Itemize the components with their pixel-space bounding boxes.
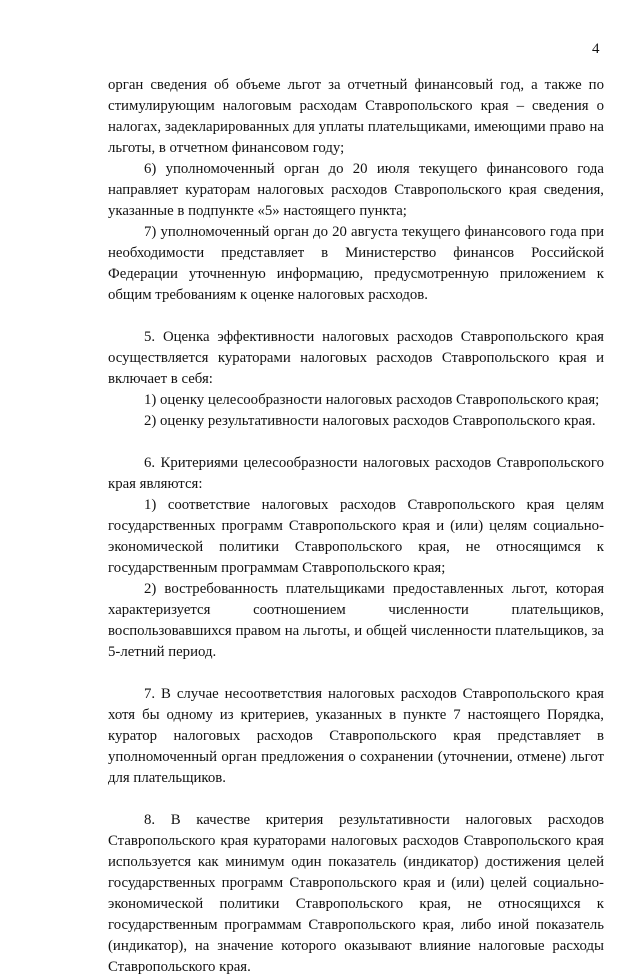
page-number: 4 [592,41,600,57]
section-5-item-1: 1) оценку целесообразности налоговых расходов Ставропольского края; [144,392,600,408]
section-6-intro: 6. Критериями целесообразности налоговых расходов Ставропольского края являются: [108,455,604,492]
section-7: 7. В случае несоответствия налоговых расходов Ставропольского края хотя бы одному из критериев, указанных в пункте 7 настоящего Порядка, куратор налоговых расходов Ставропольского края представляет в уполномоченный орган предложения о сохранении (уточнении, отмене) льгот для плательщиков. [108,686,604,786]
section-5-intro: 5. Оценка эффективности налоговых расходов Ставропольского края осуществляется кураторами налоговых расходов Ставропольского края и включает в себя: [108,329,604,387]
paragraph-item-7: 7) уполномоченный орган до 20 августа текущего финансового года при необходимости представляет в Министерство финансов Российской Федерации уточненную информацию, предусмотренную приложением к общим требованиям к оценке налоговых расходов. [108,224,604,303]
document-body [108,75,604,978]
section-6-item-1: 1) соответствие налоговых расходов Ставропольского края целям государственных программ Ставропольского края и (или) целям социально-экономической политики Ставропольского края, не относящимся к государственным программам Ставропольского края; [108,497,604,576]
spacer [108,432,604,453]
section-5-item-2: 2) оценку результативности налоговых расходов Ставропольского края. [144,413,596,429]
section-6-item-2: 2) востребованность плательщиками предоставленных льгот, которая характеризуется соотношением численности плательщиков, воспользовавшихся правом на льготы, и общей численности плательщиков, за 5-летний период. [108,581,604,660]
paragraph-item-6: 6) уполномоченный орган до 20 июля текущего финансового года направляет кураторам налоговых расходов Ставропольского края сведения, указанные в подпункте «5» настоящего пункта; [108,161,604,219]
spacer [108,789,604,810]
spacer [108,663,604,684]
spacer [108,306,604,327]
section-8: 8. В качестве критерия результативности налоговых расходов Ставропольского края кураторами налоговых расходов Ставропольского края используется как минимум один показатель (индикатор) достижения целей государственных программ Ставропольского края и (или) целей социально-экономической политики Ставропольского края, не относящихся к государственным программам Ставропольского края, либо иной показатель (индикатор), на значение которого оказывают влияние налоговые расходы Ставропольского края. [108,812,604,975]
paragraph-continuation: орган сведения об объеме льгот за отчетный финансовый год, а также по стимулирующим налоговым расходам Ставропольского края – сведения о налогах, задекларированных для уплаты плательщиками, имеющими право на льготы, в отчетном финансовом году; [108,77,604,156]
